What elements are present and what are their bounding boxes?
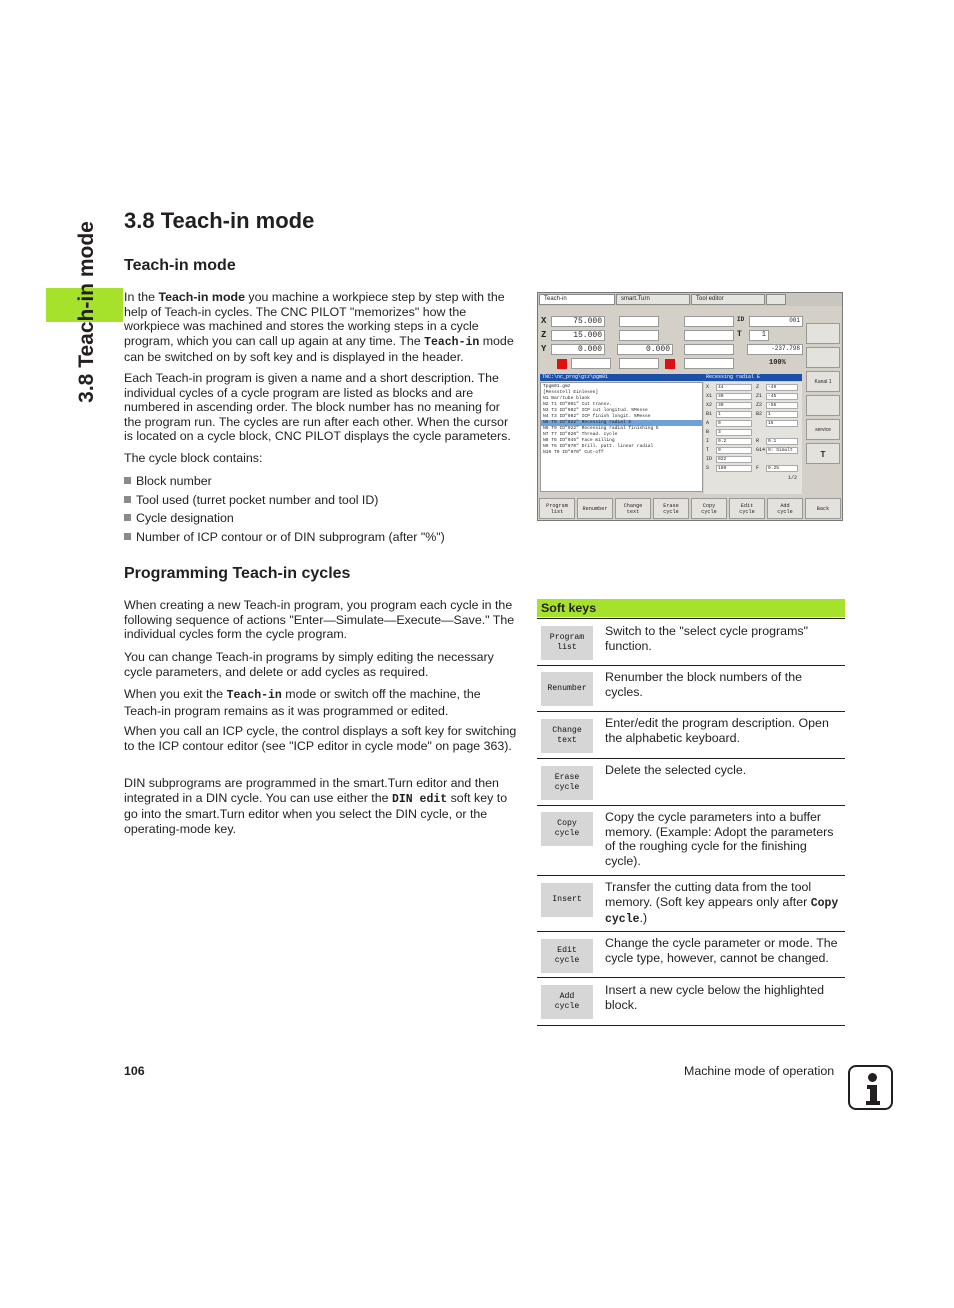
softkey-change-text-icon: Change text — [541, 719, 593, 753]
softkey-insert-icon: Insert — [541, 883, 593, 917]
table-row: Copy cycle Copy the cycle parameters into a buffer memory. (Example: Adopt the parameters of the roughing cycle for the finishing cycle). — [537, 806, 845, 876]
softkey-program-list[interactable]: Program list — [539, 498, 575, 519]
heading-teach-in-mode: Teach-in mode — [124, 257, 236, 274]
list-item[interactable]: N8 T6 ID"045" Face milling — [543, 438, 615, 443]
vertical-softkeys — [804, 323, 842, 493]
softkey-copy-cycle[interactable]: Copy cycle — [691, 498, 727, 519]
page-number: 106 — [124, 1064, 145, 1078]
axis-row-y: Y 0.000 0.000 -237.798 — [539, 344, 803, 357]
list-item: Tool used (turret pocket number and tool ID) — [124, 493, 378, 508]
softkey-t[interactable]: T — [806, 443, 840, 464]
list-item[interactable]: N2 T1 ID"001" Cut transv. — [543, 402, 612, 407]
list-item[interactable]: N3 T3 ID"002" ICP cut longitud. %Messe — [543, 408, 648, 413]
tab-tool-editor: Tool editor — [691, 294, 765, 305]
save-icon — [766, 294, 786, 305]
softkey-vertical[interactable] — [806, 323, 840, 344]
footer-chapter: Machine mode of operation — [684, 1064, 835, 1078]
program-path-bar: TNC:\nc_prog\gtz\pgm01 — [540, 374, 704, 381]
list-item[interactable]: N10 T9 ID"070" Cut-off — [543, 450, 604, 455]
screenshot-tab-bar — [538, 293, 842, 306]
softkey-erase-cycle-icon: Erase cycle — [541, 766, 593, 800]
axis-row-z: Z 15.000 T 1 — [539, 330, 803, 343]
list-item: Number of ICP contour or of DIN subprogram (after "%") — [124, 530, 445, 545]
list-item[interactable]: N1 Bar/tube blank — [543, 396, 590, 401]
axis-row-x: X 75.000 ID 001 — [539, 316, 803, 329]
feed-row: 100% — [539, 358, 803, 371]
soft-keys-header: Soft keys — [537, 599, 845, 617]
softkey-copy-cycle-icon: Copy cycle — [541, 812, 593, 846]
side-chapter-title: 3.8 Teach-in mode — [75, 221, 98, 403]
paragraph-icp: When you call an ICP cycle, the control displays a soft key for switching to the ICP contour editor (see "ICP editor in cycle mode" on page 363). — [124, 724, 517, 753]
softkey-edit-cycle-icon: Edit cycle — [541, 939, 593, 973]
table-row: Edit cycle Change the cycle parameter or mode. The cycle type, however, cannot be changed. — [537, 932, 845, 978]
softkey-service[interactable]: service — [806, 419, 840, 440]
tab-teach-in: Teach-in — [539, 294, 615, 305]
softkey-edit-cycle[interactable]: Edit cycle — [729, 498, 765, 519]
list-item[interactable]: N6 T9 ID"022" Recessing radial finishing E — [543, 426, 659, 431]
softkey-add-cycle[interactable]: Add cycle — [767, 498, 803, 519]
table-row: Erase cycle Delete the selected cycle. — [537, 759, 845, 806]
softkey-renumber-icon: Renumber — [541, 672, 593, 706]
softkey-back[interactable]: Back — [805, 498, 841, 519]
softkey-renumber[interactable]: Renumber — [577, 498, 613, 519]
info-icon — [848, 1065, 893, 1110]
softkey-program-list-icon: Program list — [541, 626, 593, 660]
cycle-parameters: X 44 Z -49 X1 30 Z1 -45 X2 30 Z2 -55 B1 1 B2 1 A 0 15 B 3 I 0.2 R 0.1 T 9 G14 0: Simult ID 022 S 180 F 0.25 1/2 — [704, 382, 802, 494]
list-item: Cycle designation — [124, 511, 234, 526]
softkey-vertical[interactable] — [806, 395, 840, 416]
section-title: 3.8 Teach-in mode — [124, 208, 315, 233]
list-item[interactable]: N4 T3 ID"002" ICP finish longit. %Messe — [543, 414, 651, 419]
list-item[interactable]: N9 T6 ID"070" Drill. patt. linear radial — [543, 444, 654, 449]
heading-programming: Programming Teach-in cycles — [124, 565, 351, 582]
paragraph-program-names: Each Teach-in program is given a name and a short description. The individual cycles of a cycle program are listed as blocks and are numbered in ascending order. The block number has no meaning for the program run. The cycles are run after each other. When the cursor is located on a cycle block, CNC PILOT displays the cycle parameters. — [124, 371, 511, 443]
paragraph-exit: When you exit the Teach-in mode or switch off the machine, the Teach-in program remains as it was programmed or edited. — [124, 687, 481, 718]
page-indicator: 1/2 — [788, 475, 798, 481]
table-row: Add cycle Insert a new cycle below the highlighted block. — [537, 978, 845, 1026]
table-row: Change text Enter/edit the program description. Open the alphabetic keyboard. — [537, 712, 845, 759]
list-item[interactable]: N7 T7 ID"020" Thread. cycle — [543, 432, 618, 437]
cycle-title-bar: Recessing radial E — [704, 374, 802, 381]
program-list — [540, 382, 703, 492]
paragraph-intro: In the Teach-in mode you machine a workpiece step by step with the help of Teach-in cycles. The CNC PILOT "memorizes" how the workpiece was machined and stores the working steps in a cycle program, which you can call up again at any time. The Teach-in mode can be switched on by soft key and is displayed in the header. — [124, 290, 514, 364]
paragraph-creating: When creating a new Teach-in program, you program each cycle in the following sequence of actions "Enter—Simulate—Execute—Save." The individual cycles form the cycle program. — [124, 598, 515, 641]
table-row: Insert Transfer the cutting data from the tool memory. (Soft key appears only after Copy cycle.) — [537, 876, 845, 932]
table-row: Renumber Renumber the block numbers of the cycles. — [537, 666, 845, 712]
list-item: Block number — [124, 474, 212, 489]
paragraph-changing: You can change Teach-in programs by simply editing the necessary cycle parameters, and delete or add cycles as required. — [124, 650, 494, 679]
list-item[interactable]: [Messstell Einlesen] — [543, 390, 599, 395]
paragraph-cycle-block: The cycle block contains: — [124, 451, 263, 465]
softkey-change-text[interactable]: Change text — [615, 498, 651, 519]
tab-smart-turn: smart.Turn — [616, 294, 690, 305]
softkey-add-cycle-icon: Add cycle — [541, 985, 593, 1019]
table-row: Program list Switch to the "select cycle programs" function. — [537, 618, 845, 666]
softkey-vertical[interactable] — [806, 347, 840, 368]
list-item-selected[interactable]: N5 T9 ID"022" Recessing radial E — [541, 420, 702, 426]
cnc-screenshot — [537, 292, 843, 521]
paragraph-din: DIN subprograms are programmed in the smart.Turn editor and then integrated in a DIN cycle. You can use either the DIN edit soft key to go into the smart.Turn editor when you select the DIN cycle, or the operating-mode key. — [124, 776, 508, 836]
horizontal-softkeys — [538, 496, 842, 520]
softkey-erase-cycle[interactable]: Erase cycle — [653, 498, 689, 519]
softkey-kanal[interactable]: Kanal 1 — [806, 371, 840, 392]
list-item[interactable]: Tpgm01.gmz — [543, 384, 571, 389]
